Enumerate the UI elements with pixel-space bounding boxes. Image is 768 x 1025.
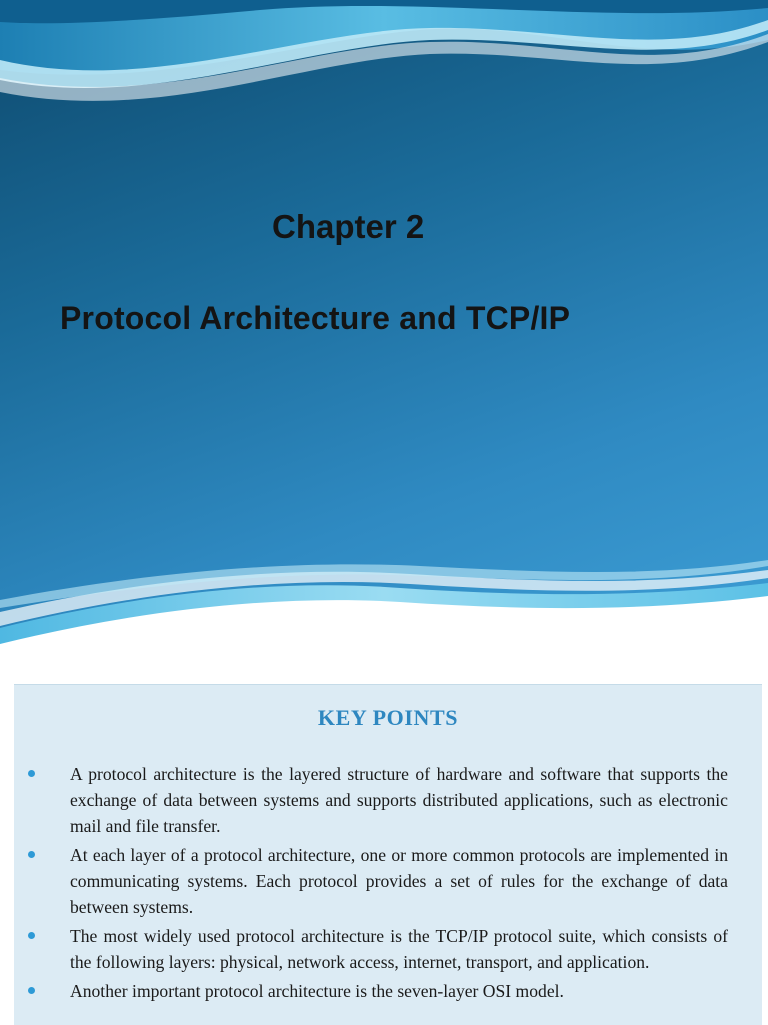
key-points-list (70, 761, 728, 1007)
list-item (70, 842, 728, 920)
bullet-icon (28, 932, 35, 939)
key-point-text: Another important protocol architecture is the seven-layer OSI model. (70, 981, 564, 1001)
page-gap (0, 660, 768, 674)
slide-title: Protocol Architecture and TCP/IP (60, 300, 571, 336)
list-item (70, 761, 728, 839)
bullet-icon (28, 770, 35, 777)
key-points-heading: KEY POINTS (317, 705, 459, 730)
key-point-text: A protocol architecture is the layered structure of hardware and software that supports the exchange of data between systems and supports distributed applications, such as electronic mail and file transfer. (70, 764, 728, 836)
bullet-icon (28, 851, 35, 858)
bullet-icon (28, 987, 35, 994)
key-point-text: At each layer of a protocol architecture, one or more common protocols are implemented in communicating systems. Each protocol provides a set of rules for the exchange of data between systems. (70, 845, 728, 917)
key-points-panel (14, 684, 762, 1025)
list-item (70, 923, 728, 975)
key-point-text: The most widely used protocol architecture is the TCP/IP protocol suite, which consists of the following layers: physical, network access, internet, transport, and application. (70, 926, 728, 972)
chapter-label: Chapter 2 (272, 208, 425, 245)
list-item (70, 978, 728, 1004)
